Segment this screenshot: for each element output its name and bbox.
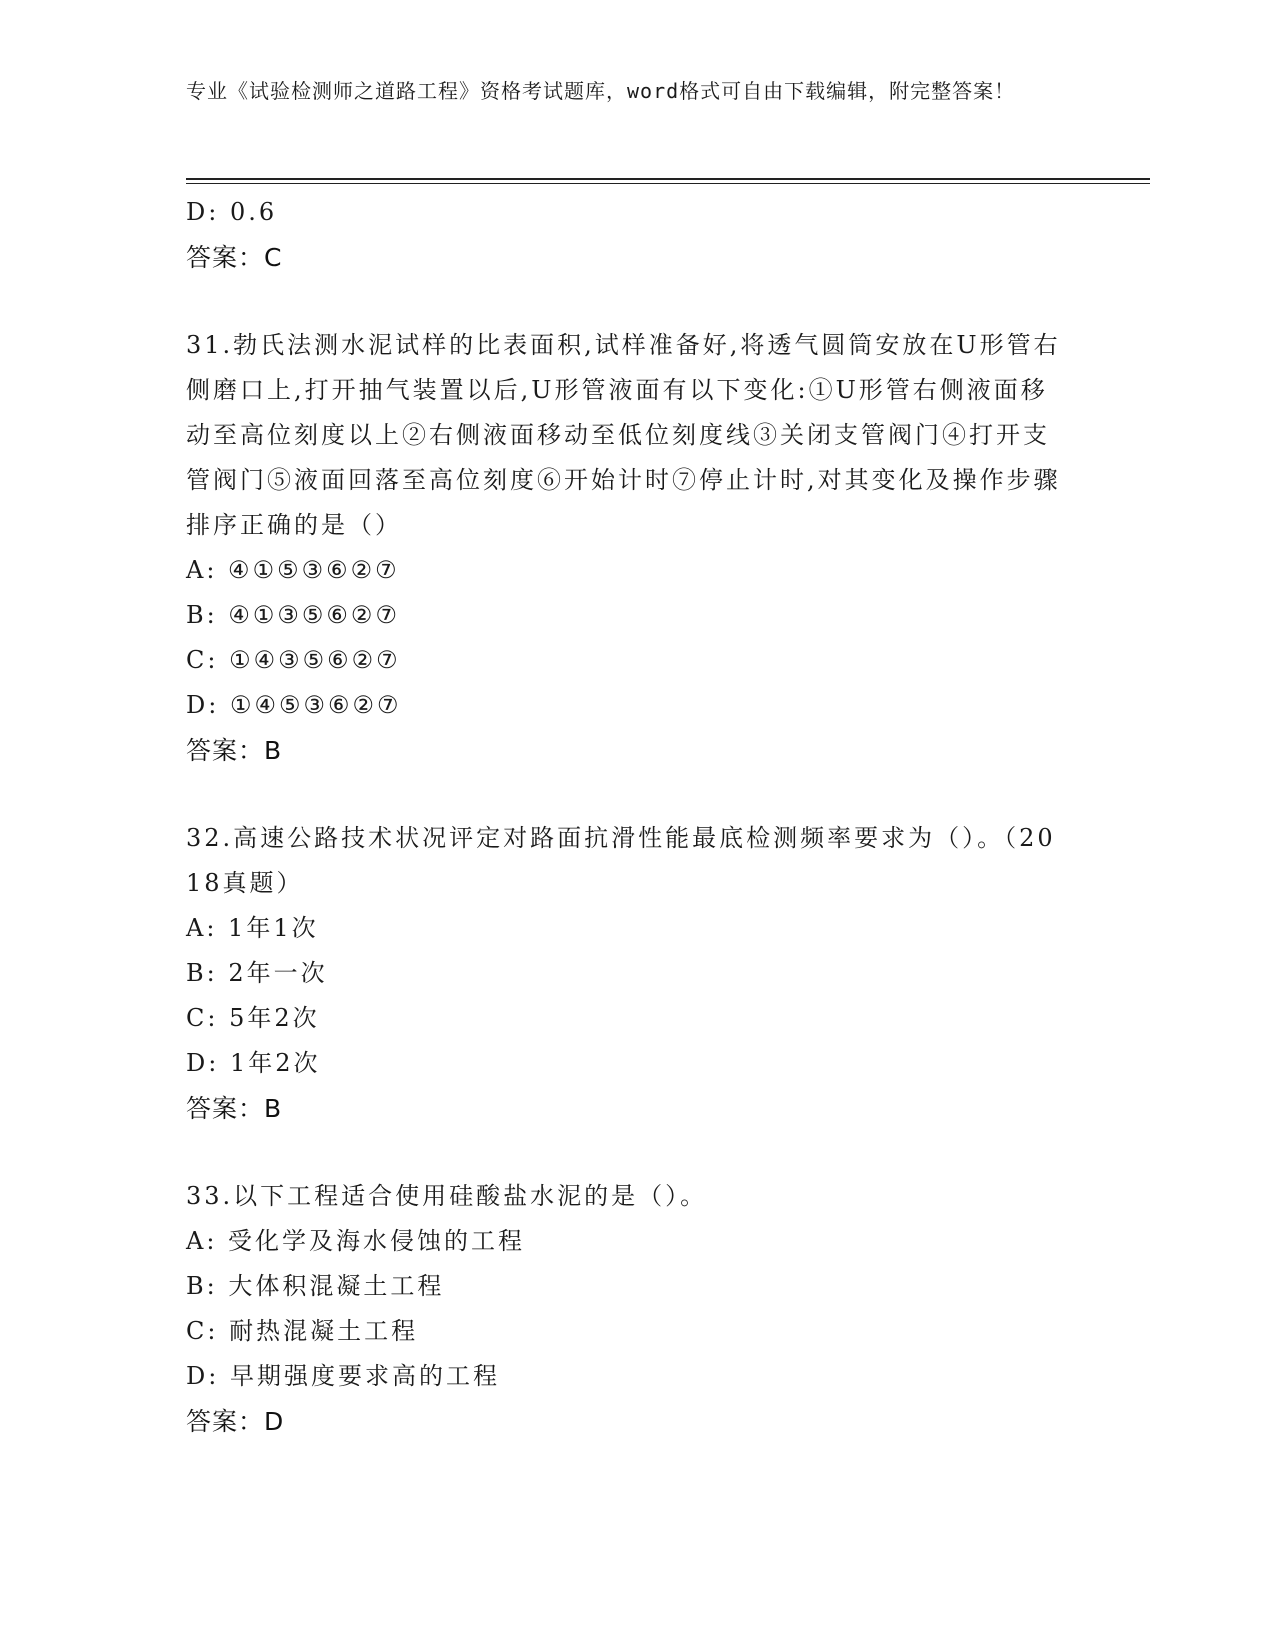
page-header: 专业《试验检测师之道路工程》资格考试题库，word格式可自由下载编辑，附完整答案！ [186,79,1016,103]
spacer [186,280,1086,323]
option-d: D: ①④⑤③⑥②⑦ [186,691,402,719]
option-d: D: 早期强度要求高的工程 [186,1362,500,1390]
prev-answer: 答案：C [186,243,283,272]
question-33 [186,1174,1086,1444]
option-a: A: 1年1次 [186,914,319,942]
answer: 答案：D [186,1407,285,1436]
header-rule-thin [186,183,1150,184]
answer: 答案：B [186,736,283,765]
option-a: A: ④①⑤③⑥②⑦ [186,556,400,584]
question-text: 32.高速公路技术状况评定对路面抗滑性能最底检测频率要求为（）。（2018真题） [186,824,1056,897]
prev-option-d: D: 0.6 [186,198,278,226]
header-rule-thick [186,178,1150,180]
question-text: 33.以下工程适合使用硅酸盐水泥的是（）。 [186,1182,708,1210]
spacer [186,1131,1086,1174]
spacer [186,773,1086,816]
option-c: C: 耐热混凝土工程 [186,1317,419,1345]
option-b: B: ④①③⑤⑥②⑦ [186,601,400,629]
option-d: D: 1年2次 [186,1049,321,1077]
question-text: 31.勃氏法测水泥试样的比表面积,试样准备好,将透气圆筒安放在U形管右侧磨口上,打开抽气装置以后,U形管液面有以下变化:①U形管右侧液面移动至高位刻度以上②右侧液面移动至低位刻度线③关闭支管阀门④打开支管阀门⑤液面回落至高位刻度⑥开始计时⑦停止计时,对其变化及操作步骤排序正确的是（） [186,331,1061,539]
question-content [186,190,1086,1444]
option-b: B: 大体积混凝土工程 [186,1272,445,1300]
option-c: C: 5年2次 [186,1004,320,1032]
answer: 答案：B [186,1094,283,1123]
question-31 [186,323,1086,773]
option-c: C: ①④③⑤⑥②⑦ [186,646,401,674]
option-a: A: 受化学及海水侵蚀的工程 [186,1227,526,1255]
option-b: B: 2年一次 [186,959,328,987]
question-32 [186,816,1086,1131]
